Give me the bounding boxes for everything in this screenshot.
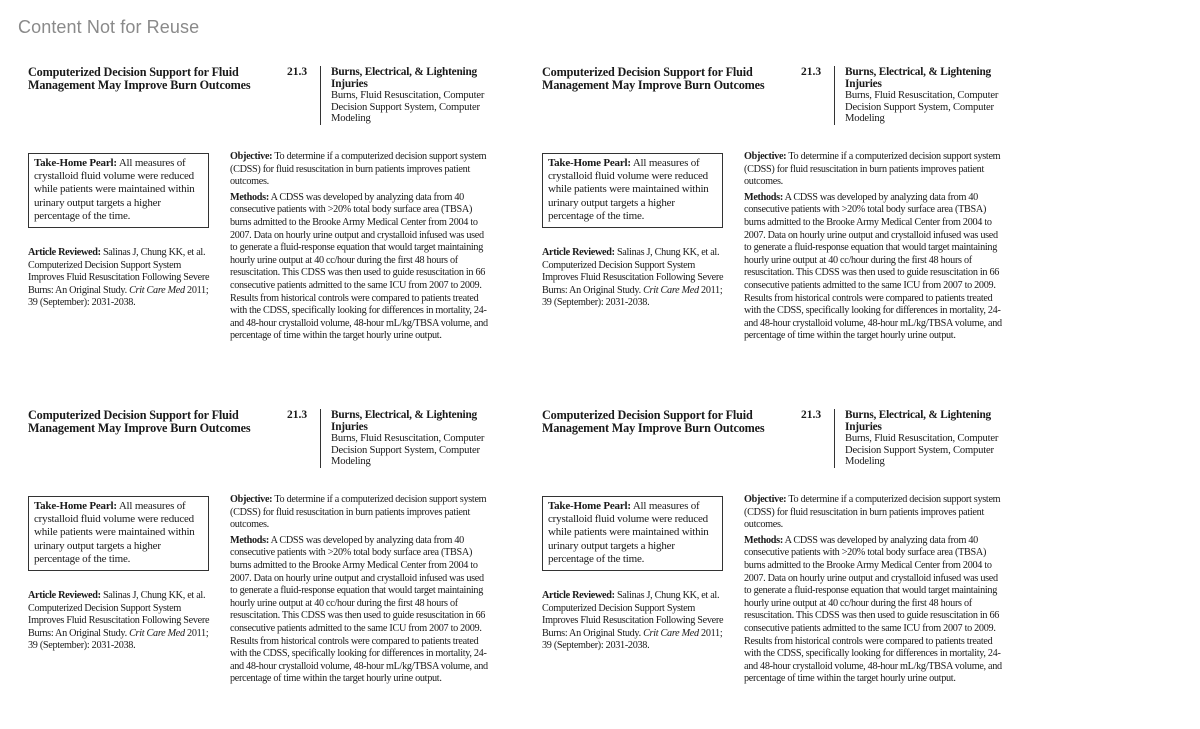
- review-card: [28, 409, 508, 709]
- article-label: Article Reviewed:: [542, 247, 615, 258]
- category-block: [320, 66, 501, 125]
- objective-paragraph: [230, 494, 488, 532]
- section-number: 21.3: [801, 66, 822, 78]
- category-block: [834, 66, 1015, 125]
- card-title: Computerized Decision Support for Fluid Management May Improve Burn Outcomes: [28, 65, 251, 92]
- article-label: Article Reviewed:: [28, 590, 101, 601]
- card-title: Computerized Decision Support for Fluid Management May Improve Burn Outcomes: [542, 408, 765, 435]
- article-reviewed: [28, 247, 213, 310]
- review-card: [28, 66, 508, 366]
- review-card: [542, 409, 1022, 709]
- methods-text: A CDSS was developed by analyzing data from 40 consecutive patients with >20% total body surface area (TBSA) burns admitted to the Brooke Army Medical Center from 2004 to 2007. Data on hourly urine output and crystalloid infused was used to generate a fluid-response equation that would target maintaining hourly urine output at 40 cc/hour during the first 48 hours of resuscitation. This CDSS was then used to guide resuscitation in 66 consecutive patients admitted to the same ICU from 2007 to 2009. Results from historical controls were compared to patients treated with the CDSS, specifically looking for differences in mortality, 24- and 48-hour crystalloid volume, 48-hour mL/kg/TBSA volume, and percentage of time within the target hourly urine output.: [230, 534, 488, 685]
- watermark-text: Content Not for Reuse: [18, 17, 200, 37]
- category-block: [834, 409, 1015, 468]
- objective-label: Objective:: [230, 494, 273, 505]
- summary-body: [744, 494, 1002, 686]
- section-number: 21.3: [287, 66, 308, 78]
- review-card: [542, 66, 1022, 366]
- methods-paragraph: [744, 535, 1002, 686]
- article-journal: Crit Care Med: [643, 627, 699, 639]
- category-title: Burns, Electrical, & Lightening Injuries: [331, 66, 477, 90]
- methods-label: Methods:: [744, 191, 783, 203]
- pearl-label: Take-Home Pearl:: [548, 157, 631, 169]
- take-home-pearl-box: [28, 496, 209, 571]
- article-citation: 2011; 39 (September): 2031-2038.: [542, 284, 723, 309]
- objective-text: To determine if a computerized decision support system (CDSS) for fluid resuscitation in burn patients improves patient outcomes.: [744, 151, 1001, 188]
- section-number: 21.3: [287, 409, 308, 421]
- methods-paragraph: [744, 192, 1002, 343]
- category-title: Burns, Electrical, & Lightening Injuries: [845, 409, 991, 433]
- article-reviewed: [542, 247, 727, 310]
- article-text: Salinas J, Chung KK, et al. Computerized Decision Support System Improves Fluid Resuscitation Following Severe Burns: An Original Study.: [28, 590, 210, 639]
- objective-label: Objective:: [230, 151, 273, 162]
- article-journal: Crit Care Med: [129, 627, 185, 639]
- pearl-label: Take-Home Pearl:: [548, 500, 631, 512]
- take-home-pearl-box: [542, 153, 723, 228]
- article-text: Salinas J, Chung KK, et al. Computerized Decision Support System Improves Fluid Resuscitation Following Severe Burns: An Original Study.: [542, 247, 724, 296]
- methods-label: Methods:: [230, 534, 269, 546]
- objective-label: Objective:: [744, 151, 787, 162]
- keywords: Burns, Fluid Resuscitation, Computer Decision Support System, Computer Modeling: [845, 433, 999, 467]
- methods-label: Methods:: [744, 534, 783, 546]
- keywords: Burns, Fluid Resuscitation, Computer Decision Support System, Computer Modeling: [331, 433, 485, 467]
- keywords: Burns, Fluid Resuscitation, Computer Decision Support System, Computer Modeling: [845, 90, 999, 124]
- category-block: [320, 409, 501, 468]
- card-title: Computerized Decision Support for Fluid Management May Improve Burn Outcomes: [28, 408, 251, 435]
- objective-label: Objective:: [744, 494, 787, 505]
- category-title: Burns, Electrical, & Lightening Injuries: [331, 409, 477, 433]
- card-title: Computerized Decision Support for Fluid Management May Improve Burn Outcomes: [542, 65, 765, 92]
- pearl-text: All measures of crystalloid fluid volume were reduced while patients were maintained within urinary output targets a higher percentage of the time.: [34, 157, 195, 222]
- objective-paragraph: [230, 151, 488, 189]
- summary-body: [230, 494, 488, 686]
- article-label: Article Reviewed:: [28, 247, 101, 258]
- article-journal: Crit Care Med: [129, 284, 185, 296]
- methods-text: A CDSS was developed by analyzing data from 40 consecutive patients with >20% total body surface area (TBSA) burns admitted to the Brooke Army Medical Center from 2004 to 2007. Data on hourly urine output and crystalloid infused was used to generate a fluid-response equation that would target maintaining hourly urine output at 40 cc/hour during the first 48 hours of resuscitation. This CDSS was then used to guide resuscitation in 66 consecutive patients admitted to the same ICU from 2007 to 2009. Results from historical controls were compared to patients treated with the CDSS, specifically looking for differences in mortality, 24- and 48-hour crystalloid volume, 48-hour mL/kg/TBSA volume, and percentage of time within the target hourly urine output.: [230, 191, 488, 342]
- summary-body: [744, 151, 1002, 343]
- objective-paragraph: [744, 151, 1002, 189]
- objective-text: To determine if a computerized decision support system (CDSS) for fluid resuscitation in burn patients improves patient outcomes.: [230, 151, 487, 188]
- objective-paragraph: [744, 494, 1002, 532]
- article-citation: 2011; 39 (September): 2031-2038.: [28, 284, 209, 309]
- pearl-label: Take-Home Pearl:: [34, 500, 117, 512]
- take-home-pearl-box: [542, 496, 723, 571]
- methods-text: A CDSS was developed by analyzing data from 40 consecutive patients with >20% total body surface area (TBSA) burns admitted to the Brooke Army Medical Center from 2004 to 2007. Data on hourly urine output and crystalloid infused was used to generate a fluid-response equation that would target maintaining hourly urine output at 40 cc/hour during the first 48 hours of resuscitation. This CDSS was then used to guide resuscitation in 66 consecutive patients admitted to the same ICU from 2007 to 2009. Results from historical controls were compared to patients treated with the CDSS, specifically looking for differences in mortality, 24- and 48-hour crystalloid volume, 48-hour mL/kg/TBSA volume, and percentage of time within the target hourly urine output.: [744, 534, 1002, 685]
- take-home-pearl-box: [28, 153, 209, 228]
- article-reviewed: [28, 590, 213, 653]
- article-journal: Crit Care Med: [643, 284, 699, 296]
- pearl-text: All measures of crystalloid fluid volume were reduced while patients were maintained within urinary output targets a higher percentage of the time.: [548, 500, 709, 565]
- objective-text: To determine if a computerized decision support system (CDSS) for fluid resuscitation in burn patients improves patient outcomes.: [230, 494, 487, 531]
- pearl-label: Take-Home Pearl:: [34, 157, 117, 169]
- pearl-text: All measures of crystalloid fluid volume were reduced while patients were maintained within urinary output targets a higher percentage of the time.: [34, 500, 195, 565]
- article-reviewed: [542, 590, 727, 653]
- methods-paragraph: [230, 192, 488, 343]
- article-text: Salinas J, Chung KK, et al. Computerized Decision Support System Improves Fluid Resuscitation Following Severe Burns: An Original Study.: [28, 247, 210, 296]
- article-citation: 2011; 39 (September): 2031-2038.: [28, 627, 209, 652]
- methods-paragraph: [230, 535, 488, 686]
- objective-text: To determine if a computerized decision support system (CDSS) for fluid resuscitation in burn patients improves patient outcomes.: [744, 494, 1001, 531]
- article-text: Salinas J, Chung KK, et al. Computerized Decision Support System Improves Fluid Resuscitation Following Severe Burns: An Original Study.: [542, 590, 724, 639]
- pearl-text: All measures of crystalloid fluid volume were reduced while patients were maintained within urinary output targets a higher percentage of the time.: [548, 157, 709, 222]
- category-title: Burns, Electrical, & Lightening Injuries: [845, 66, 991, 90]
- section-number: 21.3: [801, 409, 822, 421]
- methods-text: A CDSS was developed by analyzing data from 40 consecutive patients with >20% total body surface area (TBSA) burns admitted to the Brooke Army Medical Center from 2004 to 2007. Data on hourly urine output and crystalloid infused was used to generate a fluid-response equation that would target maintaining hourly urine output at 40 cc/hour during the first 48 hours of resuscitation. This CDSS was then used to guide resuscitation in 66 consecutive patients admitted to the same ICU from 2007 to 2009. Results from historical controls were compared to patients treated with the CDSS, specifically looking for differences in mortality, 24- and 48-hour crystalloid volume, 48-hour mL/kg/TBSA volume, and percentage of time within the target hourly urine output.: [744, 191, 1002, 342]
- summary-body: [230, 151, 488, 343]
- article-label: Article Reviewed:: [542, 590, 615, 601]
- methods-label: Methods:: [230, 191, 269, 203]
- keywords: Burns, Fluid Resuscitation, Computer Decision Support System, Computer Modeling: [331, 90, 485, 124]
- article-citation: 2011; 39 (September): 2031-2038.: [542, 627, 723, 652]
